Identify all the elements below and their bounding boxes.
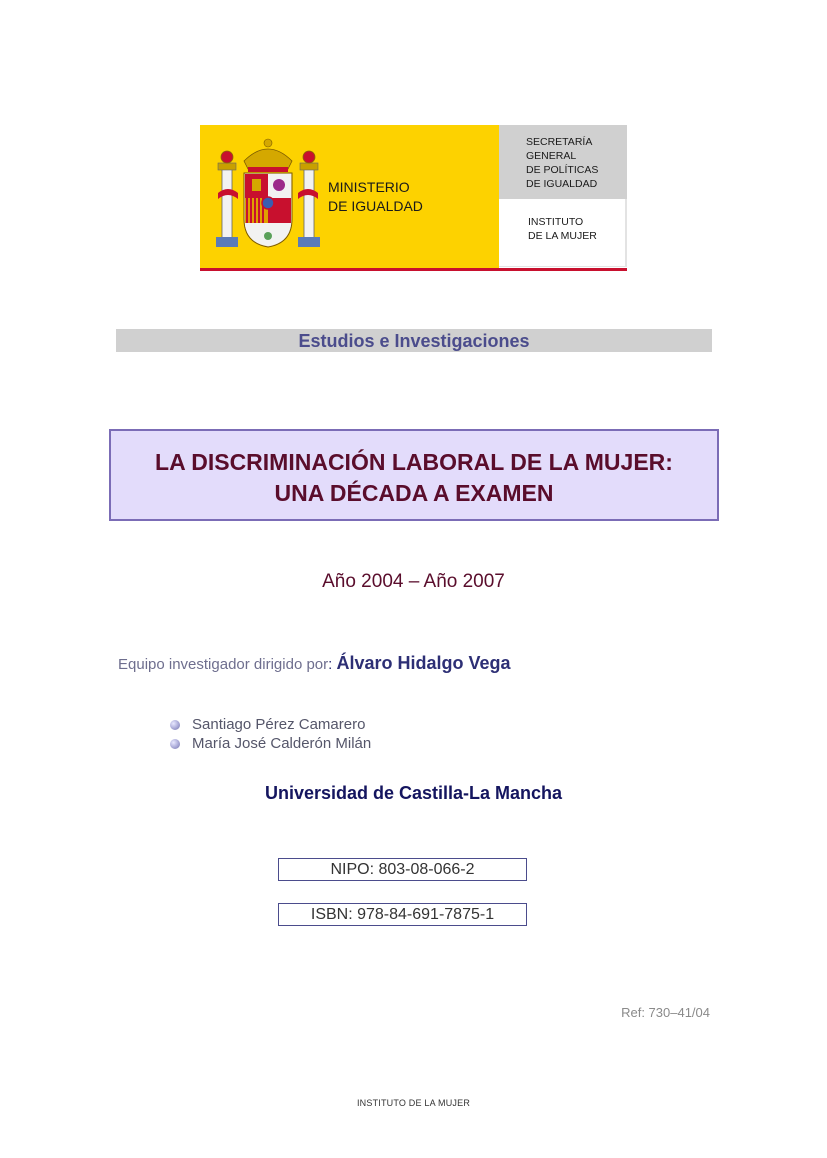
bullet-icon <box>170 739 180 749</box>
list-item <box>170 715 371 734</box>
bullet-icon <box>170 720 180 730</box>
secretariat-line: DE POLÍTICAS <box>526 164 599 176</box>
team-members <box>170 715 371 753</box>
research-team <box>118 653 511 674</box>
logo-red-line <box>200 268 627 271</box>
institute-line: DE LA MUJER <box>528 230 597 242</box>
institute-label <box>528 215 597 243</box>
secretariat-label <box>526 135 598 191</box>
secretariat-line: SECRETARÍA <box>526 136 593 148</box>
member-name: María José Calderón Milán <box>192 735 372 752</box>
title-line1: LA DISCRIMINACIÓN LABORAL DE LA MUJER: <box>155 449 673 475</box>
secretariat-line: GENERAL <box>526 150 577 162</box>
document-title <box>109 429 719 521</box>
list-item <box>170 734 371 753</box>
ministry-logo <box>200 125 627 272</box>
team-prefix: Equipo investigador dirigido por <box>118 656 329 673</box>
isbn-box: ISBN: 978-84-691-7875-1 <box>278 903 527 926</box>
secretariat-line: DE IGUALDAD <box>526 178 598 190</box>
ministry-name-line1: MINISTERIO <box>328 179 410 195</box>
reference-code: Ref: 730–41/04 <box>621 1005 710 1020</box>
member-name: Santiago Pérez Camarero <box>192 716 366 733</box>
institute-line: INSTITUTO <box>528 216 584 228</box>
series-heading: Estudios e Investigaciones <box>116 329 712 352</box>
title-line2: UNA DÉCADA A EXAMEN <box>274 480 554 506</box>
team-colon: : <box>328 656 333 673</box>
university-name: Universidad de Castilla-La Mancha <box>264 783 563 803</box>
ministry-name <box>328 178 423 216</box>
year-range: Año 2004 – Año 2007 <box>322 571 505 592</box>
coat-of-arms-icon <box>214 133 322 253</box>
nipo-box: NIPO: 803-08-066-2 <box>278 858 527 881</box>
team-leader: Álvaro Hidalgo Vega <box>336 653 511 673</box>
page-footer: INSTITUTO DE LA MUJER <box>356 1098 471 1108</box>
ministry-name-line2: DE IGUALDAD <box>328 198 423 214</box>
